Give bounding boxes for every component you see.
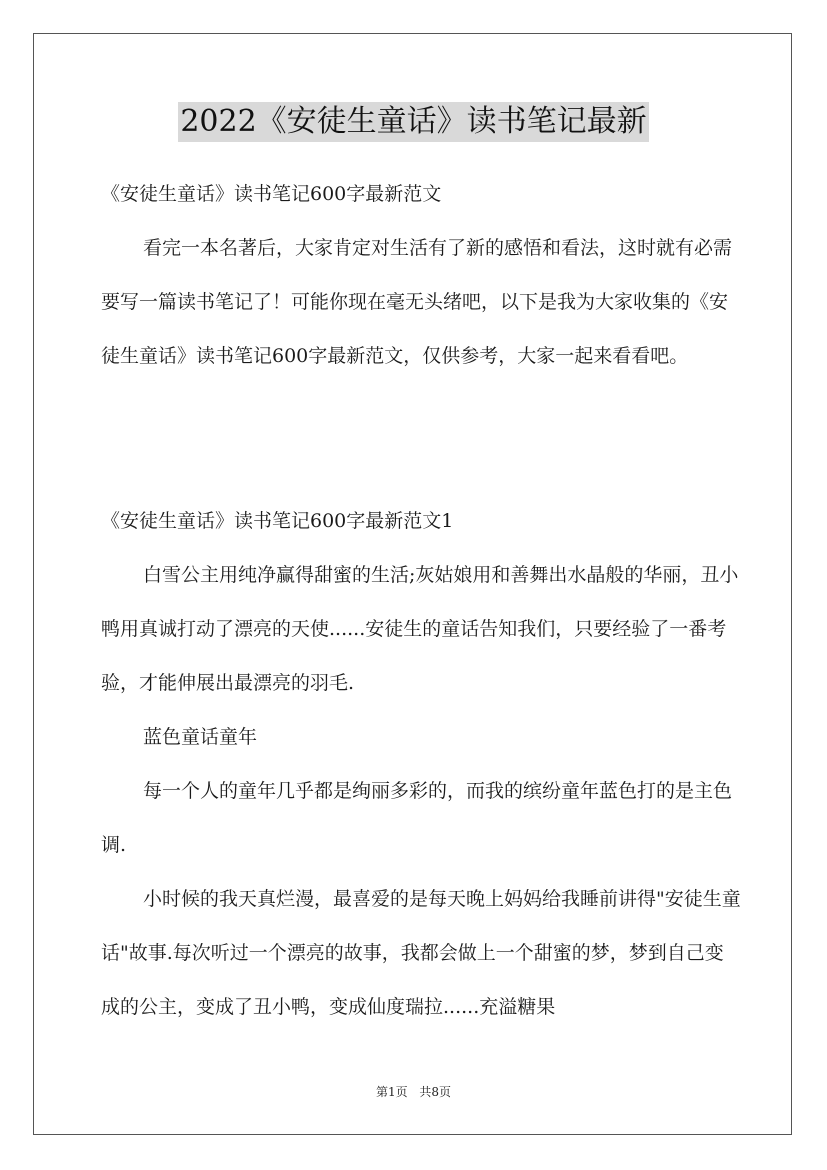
page-total: 共8页 bbox=[419, 1085, 452, 1099]
document-title bbox=[0, 102, 827, 142]
paragraph-1: 白雪公主用纯净赢得甜蜜的生活;灰姑娘用和善舞出水晶般的华丽，丑小鸭用真诚打动了漂亮的天使......安徒生的童话告知我们，只要经验了一番考验，才能伸展出最漂亮的羽毛. bbox=[101, 564, 739, 694]
page-footer bbox=[0, 1083, 827, 1100]
paragraph-4: 小时候的我天真烂漫，最喜爱的是每天晚上妈妈给我睡前讲得"安徒生童话"故事.每次听过一个漂亮的故事，我都会做上一个甜蜜的梦，梦到自己变成的公主，变成了丑小鸭，变成仙度瑞拉......充溢糖果 bbox=[101, 888, 741, 1018]
subtitle: 《安徒生童话》读书笔记600字最新范文 bbox=[101, 183, 442, 205]
page-number: 第1页 bbox=[375, 1085, 408, 1099]
document-title-text: 2022《安徒生童话》读书笔记最新 bbox=[178, 102, 648, 142]
section-heading: 《安徒生童话》读书笔记600字最新范文1 bbox=[101, 510, 454, 532]
paragraph-2: 蓝色童话童年 bbox=[143, 726, 258, 748]
intro-paragraph: 看完一本名著后，大家肯定对生活有了新的感悟和看法，这时就有必需要写一篇读书笔记了！可能你现在毫无头绪吧，以下是我为大家收集的《安徒生童话》读书笔记600字最新范文，仅供参考，大家一起来看看吧。 bbox=[101, 237, 733, 367]
paragraph-3: 每一个人的童年几乎都是绚丽多彩的，而我的缤纷童年蓝色打的是主色调. bbox=[101, 780, 733, 856]
